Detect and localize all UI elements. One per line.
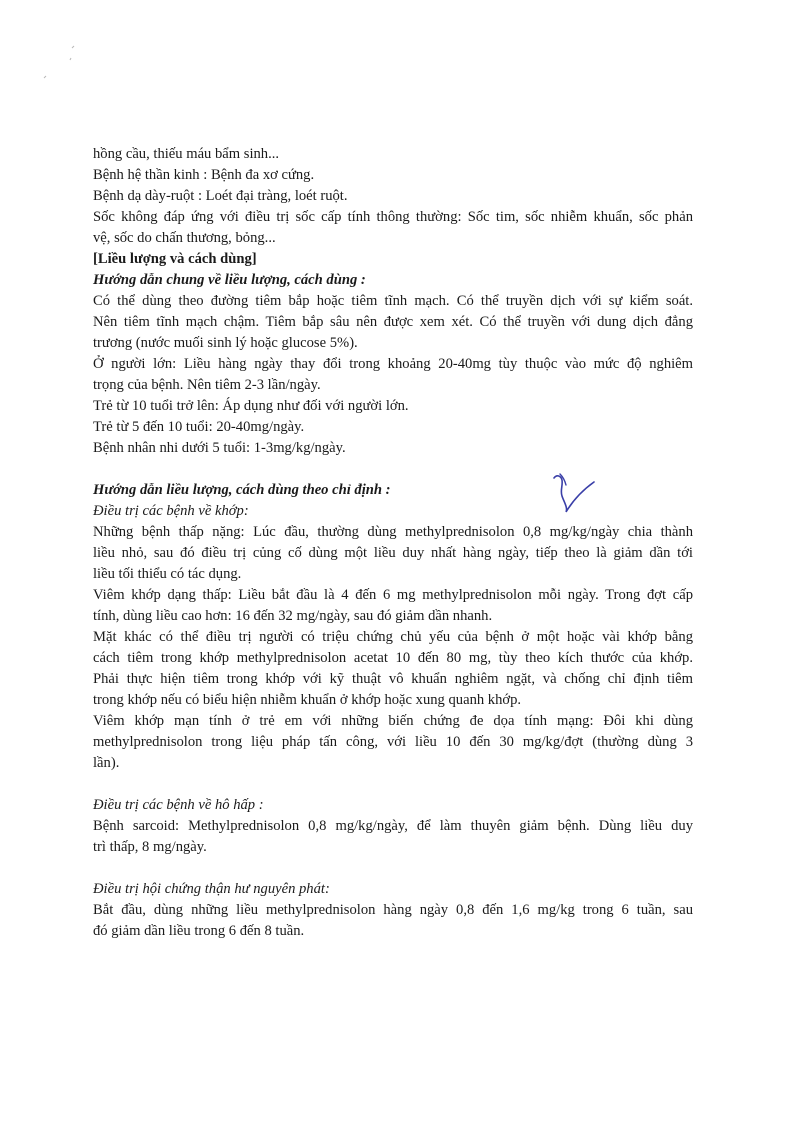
text-line: trương (nước muối sinh lý hoặc glucose 5%). bbox=[93, 335, 358, 351]
section-heading: Điều trị các bệnh về khớp: bbox=[93, 503, 249, 519]
paragraph-gap bbox=[93, 459, 693, 480]
section-heading: Hướng dẫn chung về liều lượng, cách dùng : bbox=[93, 272, 366, 288]
text-line: Phải thực hiện tiêm trong khớp với kỹ thuật vô khuẩn nghiêm ngặt, và chống chỉ định tiêm bbox=[93, 671, 693, 687]
scan-artifact-mark bbox=[40, 40, 85, 100]
text-line: methylprednisolon trong liệu pháp tấn công, với liều 10 đến 30 mg/kg/đợt (thường dùng 3 bbox=[93, 734, 693, 750]
paragraph-gap bbox=[93, 774, 693, 795]
paragraph-gap bbox=[93, 858, 693, 879]
text-line: tính, dùng liều cao hơn: 16 đến 32 mg/ngày, sau đó giảm dần nhanh. bbox=[93, 608, 493, 624]
text-line: Viêm khớp mạn tính ở trẻ em với những biến chứng đe dọa tính mạng: Đôi khi dùng bbox=[93, 713, 693, 729]
section-intro bbox=[93, 144, 693, 249]
text-line: Nên tiêm tĩnh mạch chậm. Tiêm bắp sâu nên được xem xét. Có thể truyền với dung dịch đẳng bbox=[93, 314, 693, 330]
text-line: liều tối thiểu có tác dụng. bbox=[93, 566, 242, 582]
text-line: hồng cầu, thiếu máu bẩm sinh... bbox=[93, 146, 280, 162]
text-line: Những bệnh thấp nặng: Lúc đầu, thường dùng methylprednisolon 0,8 mg/kg/ngày chia thành bbox=[93, 524, 693, 540]
text-line: Bệnh dạ dày-ruột : Loét đại tràng, loét ruột. bbox=[93, 188, 348, 204]
text-line: Bệnh nhân nhi dưới 5 tuổi: 1-3mg/kg/ngày. bbox=[93, 440, 346, 456]
section-heading: Điều trị các bệnh về hô hấp : bbox=[93, 797, 264, 813]
section-by-indication bbox=[93, 459, 693, 774]
text-line: Sốc không đáp ứng với điều trị sốc cấp tính thông thường: Sốc tim, sốc nhiễm khuẩn, sốc phản bbox=[93, 209, 693, 225]
handwritten-signature-mark bbox=[548, 468, 598, 516]
text-line: lần). bbox=[93, 755, 120, 771]
section-nephrotic bbox=[93, 858, 693, 942]
text-line: trong khớp nếu có biểu hiện nhiễm khuẩn ở khớp hoặc xung quanh khớp. bbox=[93, 692, 522, 708]
text-line: Ở người lớn: Liều hàng ngày thay đổi trong khoảng 20-40mg tùy thuộc vào mức độ nghiêm bbox=[93, 356, 693, 372]
text-line: Trẻ từ 10 tuổi trở lên: Áp dụng như đối với người lớn. bbox=[93, 398, 409, 414]
text-line: Có thể dùng theo đường tiêm bắp hoặc tiêm tĩnh mạch. Có thể truyền dịch với sự kiểm soát. bbox=[93, 293, 693, 309]
text-line: trọng của bệnh. Nên tiêm 2-3 lần/ngày. bbox=[93, 377, 321, 393]
text-line: đó giảm dần liều trong 6 đến 8 tuần. bbox=[93, 923, 305, 939]
text-line: Trẻ từ 5 đến 10 tuổi: 20-40mg/ngày. bbox=[93, 419, 305, 435]
text-line: cách tiêm trong khớp methylprednisolon acetat 10 đến 80 mg, tùy theo kích thước của khớp. bbox=[93, 650, 693, 666]
text-line: trì thấp, 8 mg/ngày. bbox=[93, 839, 207, 855]
text-line: Bệnh hệ thần kinh : Bệnh đa xơ cứng. bbox=[93, 167, 315, 183]
section-respiratory bbox=[93, 774, 693, 858]
section-dosage-heading bbox=[93, 249, 693, 459]
section-heading: Điều trị hội chứng thận hư nguyên phát: bbox=[93, 881, 330, 897]
text-line: Bệnh sarcoid: Methylprednisolon 0,8 mg/kg/ngày, để làm thuyên giảm bệnh. Dùng liều duy bbox=[93, 818, 693, 834]
document-page bbox=[93, 144, 693, 942]
text-line: vệ, sốc do chấn thương, bỏng... bbox=[93, 230, 276, 246]
section-heading: Hướng dẫn liều lượng, cách dùng theo chỉ định : bbox=[93, 482, 391, 498]
text-line: Viêm khớp dạng thấp: Liều bắt đầu là 4 đến 6 mg methylprednisolon mỗi ngày. Trong đợt cấp bbox=[93, 587, 693, 603]
text-line: Bắt đầu, dùng những liều methylprednisolon hàng ngày 0,8 đến 1,6 mg/kg trong 6 tuần, sau bbox=[93, 902, 693, 918]
text-line: Mặt khác có thể điều trị người có triệu chứng chủ yếu của bệnh ở một hoặc vài khớp bằng bbox=[93, 629, 693, 645]
text-line: liều nhỏ, sau đó điều trị củng cố dùng một liều duy nhất hàng ngày, tiếp theo là giảm dần tới bbox=[93, 545, 693, 561]
section-heading: [Liều lượng và cách dùng] bbox=[93, 251, 257, 267]
